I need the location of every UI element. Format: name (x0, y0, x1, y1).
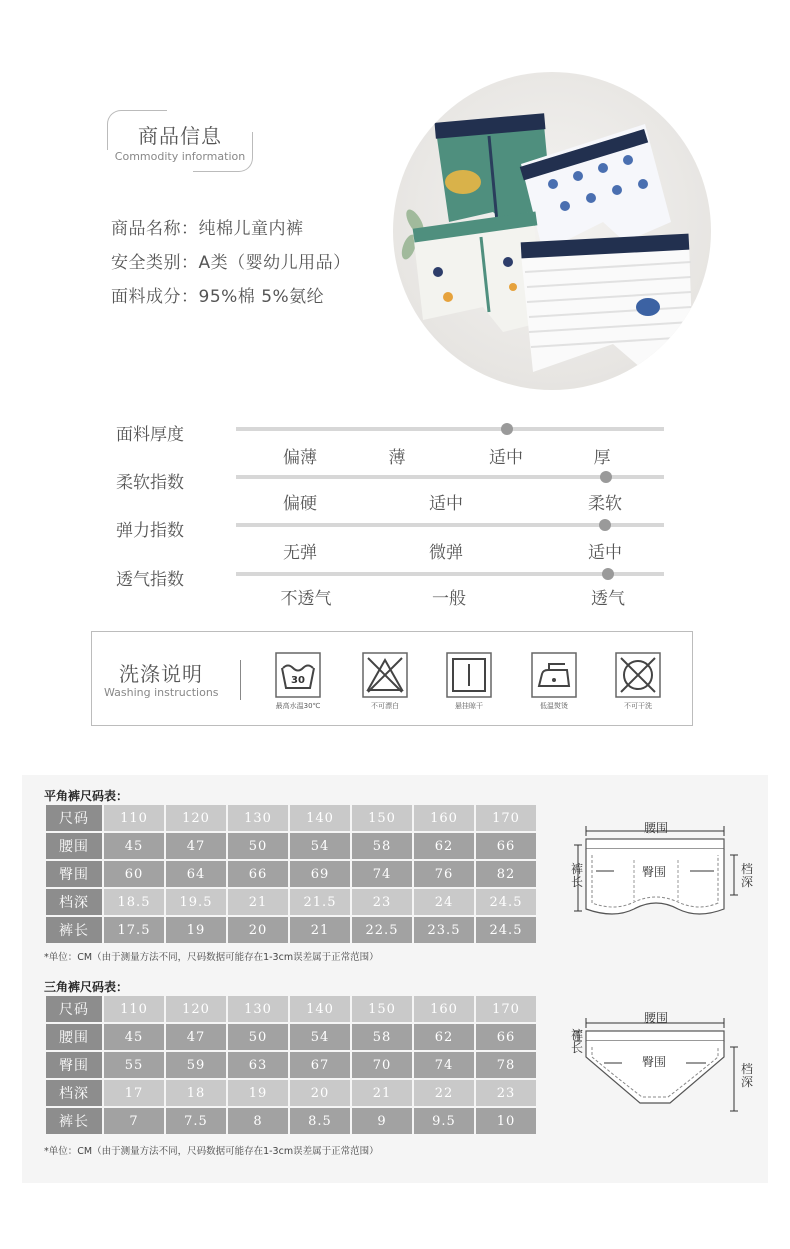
table-cell: 74 (352, 861, 412, 887)
table-cell: 9.5 (414, 1108, 474, 1134)
table-cell: 140 (290, 805, 350, 831)
table-cell: 24 (414, 889, 474, 915)
table-row (46, 1108, 536, 1134)
table-cell: 69 (290, 861, 350, 887)
scale-option: 适中 (588, 543, 622, 563)
wash-instruction (437, 652, 501, 711)
table-cell: 21 (290, 917, 350, 943)
table-cell: 140 (290, 996, 350, 1022)
table-cell: 67 (290, 1052, 350, 1078)
table-cell: 24.5 (476, 917, 536, 943)
scale-option: 薄 (388, 448, 406, 468)
table-cell: 尺码 (46, 805, 102, 831)
table-cell: 21 (352, 1080, 412, 1106)
wash-temperature: 30 (291, 675, 305, 686)
table-cell: 63 (228, 1052, 288, 1078)
fabric-composition-line: 面料成分：95%棉 5%氨纶 (111, 287, 325, 307)
wash-instruction (522, 652, 586, 711)
table-row (46, 996, 536, 1022)
table-cell: 臀围 (46, 861, 102, 887)
wash-caption: 最高水温30℃ (275, 702, 321, 710)
boxer-chart-note: *单位：CM（由于测量方法不同，尺码数据可能存在1-3cm误差属于正常范围） (44, 952, 379, 963)
scale-option: 适中 (429, 494, 463, 514)
section-title: 商品信息 (138, 124, 222, 148)
table-cell: 7 (104, 1108, 164, 1134)
wash-30-icon (275, 652, 321, 698)
table-cell: 23 (476, 1080, 536, 1106)
table-cell: 66 (476, 1024, 536, 1050)
washing-subtitle: Washing instructions (104, 686, 219, 699)
commodity-info-header (107, 110, 253, 172)
table-cell: 19 (228, 1080, 288, 1106)
table-cell: 58 (352, 833, 412, 859)
table-cell: 110 (104, 805, 164, 831)
table-cell: 55 (104, 1052, 164, 1078)
table-cell: 裤长 (46, 1108, 102, 1134)
table-row (46, 861, 536, 887)
table-cell: 62 (414, 833, 474, 859)
table-cell: 22 (414, 1080, 474, 1106)
scale-option: 偏硬 (283, 494, 317, 514)
scale-option: 透气 (591, 589, 625, 609)
table-cell: 45 (104, 1024, 164, 1050)
table-cell: 裤长 (46, 917, 102, 943)
table-cell: 54 (290, 1024, 350, 1050)
section-subtitle: Commodity information (114, 150, 246, 163)
table-row (46, 805, 536, 831)
product-name-line: 商品名称：纯棉儿童内裤 (111, 219, 304, 239)
table-cell: 臀围 (46, 1052, 102, 1078)
diagram-label-length: 裤长 (570, 862, 583, 889)
table-cell: 腰围 (46, 833, 102, 859)
table-cell: 120 (166, 996, 226, 1022)
table-cell: 70 (352, 1052, 412, 1078)
size-chart-panel (22, 775, 768, 1183)
scale-option: 一般 (432, 589, 466, 609)
table-cell: 20 (290, 1080, 350, 1106)
table-cell: 45 (104, 833, 164, 859)
table-cell: 19.5 (166, 889, 226, 915)
table-cell: 23.5 (414, 917, 474, 943)
no-bleach-icon (362, 652, 408, 698)
boxer-size-table (44, 803, 538, 945)
wash-caption: 不可漂白 (371, 702, 399, 710)
diagram-label-hip: 臀围 (642, 1055, 667, 1069)
brief-size-table (44, 994, 538, 1136)
table-cell: 9 (352, 1108, 412, 1134)
boxer-measurement-diagram (570, 815, 754, 925)
boxer-chart-title: 平角裤尺码表： (44, 789, 129, 803)
table-cell: 18.5 (104, 889, 164, 915)
table-cell: 17 (104, 1080, 164, 1106)
scale-label: 弹力指数 (116, 521, 184, 541)
table-cell: 18 (166, 1080, 226, 1106)
diagram-label-waist: 腰围 (644, 821, 669, 835)
diagram-label-rise: 档深 (740, 1062, 753, 1089)
wash-instruction (606, 652, 670, 711)
table-cell: 160 (414, 996, 474, 1022)
table-cell: 64 (166, 861, 226, 887)
table-cell: 58 (352, 1024, 412, 1050)
brief-measurement-diagram (570, 1007, 754, 1127)
table-cell: 170 (476, 805, 536, 831)
table-row (46, 833, 536, 859)
table-row (46, 1052, 536, 1078)
table-cell: 50 (228, 833, 288, 859)
scale-indicator (501, 423, 513, 435)
safety-category-line: 安全类别：A类（婴幼儿用品） (111, 253, 351, 273)
table-cell: 66 (228, 861, 288, 887)
table-cell: 17.5 (104, 917, 164, 943)
scale-track (236, 523, 664, 527)
table-cell: 47 (166, 833, 226, 859)
table-cell: 23 (352, 889, 412, 915)
scale-label: 透气指数 (116, 570, 184, 590)
table-cell: 60 (104, 861, 164, 887)
table-row (46, 917, 536, 943)
scale-option: 厚 (593, 448, 611, 468)
wash-caption: 悬挂晾干 (455, 702, 483, 710)
scale-track (236, 572, 664, 576)
wash-instruction (353, 652, 417, 711)
table-row (46, 889, 536, 915)
product-info-list (111, 212, 351, 314)
table-cell: 20 (228, 917, 288, 943)
washing-instructions-panel (91, 631, 693, 726)
table-cell: 22.5 (352, 917, 412, 943)
table-cell: 78 (476, 1052, 536, 1078)
table-cell: 8.5 (290, 1108, 350, 1134)
table-row (46, 1080, 536, 1106)
wash-caption: 低温熨烫 (540, 702, 568, 710)
table-cell: 档深 (46, 1080, 102, 1106)
scale-indicator (602, 568, 614, 580)
scale-option: 无弹 (283, 543, 317, 563)
table-cell: 150 (352, 805, 412, 831)
table-cell: 160 (414, 805, 474, 831)
table-cell: 21.5 (290, 889, 350, 915)
diagram-label-rise: 档深 (740, 862, 753, 889)
scale-indicator (600, 471, 612, 483)
scale-option: 偏薄 (283, 448, 317, 468)
table-cell: 59 (166, 1052, 226, 1078)
table-cell: 170 (476, 996, 536, 1022)
brief-chart-title: 三角裤尺码表： (44, 980, 129, 994)
scale-label: 面料厚度 (116, 425, 184, 445)
washing-title: 洗涤说明 (119, 662, 203, 686)
underwear-photo-illustration (393, 72, 711, 390)
table-cell: 110 (104, 996, 164, 1022)
scale-option: 适中 (489, 448, 523, 468)
scale-option: 微弹 (429, 543, 463, 563)
scale-indicator (599, 519, 611, 531)
hang-dry-icon (446, 652, 492, 698)
wash-instruction (266, 652, 330, 711)
table-cell: 档深 (46, 889, 102, 915)
scale-label: 柔软指数 (116, 473, 184, 493)
table-cell: 47 (166, 1024, 226, 1050)
table-cell: 74 (414, 1052, 474, 1078)
scale-track (236, 475, 664, 479)
diagram-label-waist: 腰围 (644, 1011, 669, 1025)
table-cell: 50 (228, 1024, 288, 1050)
table-cell: 120 (166, 805, 226, 831)
table-cell: 130 (228, 805, 288, 831)
product-photo (393, 72, 711, 390)
table-cell: 腰围 (46, 1024, 102, 1050)
table-cell: 150 (352, 996, 412, 1022)
brief-chart-note: *单位：CM（由于测量方法不同，尺码数据可能存在1-3cm误差属于正常范围） (44, 1146, 379, 1157)
table-row (46, 1024, 536, 1050)
table-cell: 21 (228, 889, 288, 915)
table-cell: 54 (290, 833, 350, 859)
scale-option: 柔软 (588, 494, 622, 514)
divider (240, 660, 241, 700)
table-cell: 19 (166, 917, 226, 943)
wash-caption: 不可干洗 (624, 702, 652, 710)
scale-option: 不透气 (280, 589, 332, 609)
table-cell: 8 (228, 1108, 288, 1134)
table-cell: 10 (476, 1108, 536, 1134)
low-iron-icon (531, 652, 577, 698)
table-cell: 130 (228, 996, 288, 1022)
table-cell: 66 (476, 833, 536, 859)
diagram-label-hip: 臀围 (642, 865, 667, 879)
table-cell: 7.5 (166, 1108, 226, 1134)
table-cell: 76 (414, 861, 474, 887)
scale-track (236, 427, 664, 431)
table-cell: 82 (476, 861, 536, 887)
table-cell: 尺码 (46, 996, 102, 1022)
diagram-label-length: 裤长 (570, 1028, 583, 1055)
no-dry-clean-icon (615, 652, 661, 698)
table-cell: 62 (414, 1024, 474, 1050)
table-cell: 24.5 (476, 889, 536, 915)
